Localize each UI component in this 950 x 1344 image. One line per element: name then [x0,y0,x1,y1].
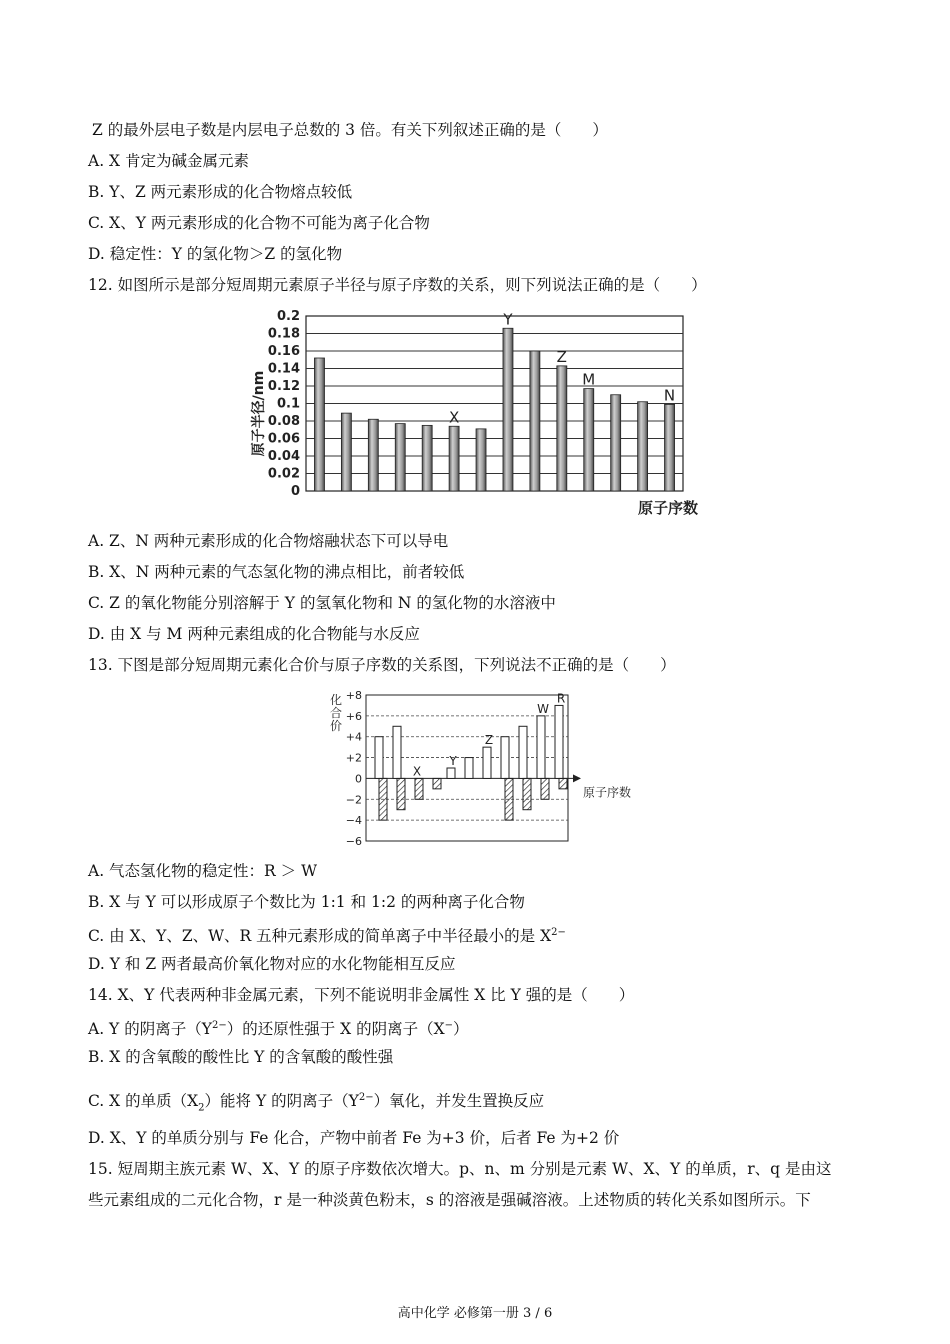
q12-option-c: C. Z 的氧化物能分别溶解于 Y 的氢氧化物和 N 的氢化物的水溶液中 [88,594,556,612]
q14-option-a [88,1016,469,1039]
bar-label: Z [556,347,567,366]
negative-bar [505,778,513,820]
q14-a-charge2: − [444,1020,454,1031]
y-tick-label: 0.18 [267,326,300,342]
bar-label: M [582,370,596,389]
y-tick-label: 0.2 [276,309,300,324]
q13-option-b: B. X 与 Y 可以形成原子个数比为 1:1 和 1:2 的两种离子化合物 [88,893,525,911]
q12-option-b: B. X、N 两种元素的气态氢化物的沸点相比，前者较低 [88,563,465,581]
negative-bar [397,778,405,809]
bar [611,395,621,491]
y-tick-label: 0.04 [267,449,300,464]
q12-stem: 12. 如图所示是部分短周期元素原子半径与原子序数的关系，则下列说法正确的是（ ） [88,276,707,294]
q14-c-part2: ）能将 Y 的阴离子（Y [204,1092,359,1111]
q12-option-d: D. 由 X 与 M 两种元素组成的化合物能与水反应 [88,625,420,643]
q11-stem-tail: Z 的最外层电子数是内层电子总数的 3 倍。有关下列叙述正确的是（ ） [92,121,608,139]
q14-stem: 14. X、Y 代表两种非金属元素，下列不能说明非金属性 X 比 Y 强的是（ ） [88,986,635,1004]
q12-option-a: A. Z、N 两种元素形成的化合物熔融状态下可以导电 [88,532,449,550]
positive-bar [483,747,491,778]
q13-stem: 13. 下图是部分短周期元素化合价与原子序数的关系图，下列说法不正确的是（ ） [88,656,676,674]
positive-bar [519,726,527,778]
bar-label: W [537,701,549,716]
bar [395,424,405,491]
negative-bar [433,778,441,788]
bar-label: N [663,386,676,405]
y-tick-label: 0.06 [267,431,300,447]
q11-option-a: A. X 肯定为碱金属元素 [88,152,250,170]
q13-option-c-charge: 2− [551,927,566,938]
positive-bar [375,737,383,779]
q14-c-part3: ）氧化，并发生置换反应 [373,1092,545,1111]
y-tick-label: 0.12 [267,379,300,394]
y-tick-label: −2 [345,793,362,807]
bar-label: X [412,764,422,779]
bar [368,419,378,491]
q14-c-charge: 2− [358,1092,374,1103]
bar [476,429,486,491]
q14-option-d: D. X、Y 的单质分别与 Fe 化合，产物中前者 Fe 为+3 价，后者 Fe 为+2 价 [88,1129,620,1147]
y-tick-label: 0.14 [267,361,300,377]
q11-option-d: D. 稳定性：Y 的氢化物＞Z 的氢化物 [88,245,343,263]
q15-stem-line1: 15. 短周期主族元素 W、X、Y 的原子序数依次增大。p、n、m 分别是元素 W、X、Y 的单质，r、q 是由这 [88,1160,832,1178]
bar [557,366,567,491]
y-tick-label: +2 [345,751,362,765]
bar-label: Y [503,310,513,329]
y-tick-label: −4 [345,814,362,828]
positive-bar [447,768,455,778]
q14-c-subscript: 2 [198,1102,205,1114]
y-axis-label-char: 化 [329,693,343,707]
bar [665,404,675,491]
q13-option-c [88,923,566,946]
negative-bar [415,778,423,799]
positive-bar [537,716,545,779]
bar-label: R [556,691,566,706]
bar [638,402,648,491]
q14-option-b: B. X 的含氧酸的酸性比 Y 的含氧酸的酸性强 [88,1048,394,1066]
x-axis-label: 原子序数 [583,785,632,800]
q13-option-a: A. 气态氢化物的稳定性：R ＞ W [88,862,318,880]
valence-chart [326,688,636,848]
y-axis-label-char: 价 [329,719,343,733]
y-tick-label: −6 [345,835,362,848]
y-tick-label: +6 [345,709,362,723]
negative-bar [541,778,549,799]
y-axis-label-char: 合 [329,706,343,720]
bar [530,351,540,491]
y-tick-label: 0.16 [267,344,300,359]
positive-bar [555,705,563,778]
negative-bar [379,778,387,820]
y-tick-label: 0.02 [267,466,300,482]
y-tick-label: 0 [355,772,362,786]
positive-bar [465,758,473,779]
positive-bar [393,726,401,778]
y-tick-label: 0 [290,484,300,499]
q11-option-b: B. Y、Z 两元素形成的化合物熔点较低 [88,183,353,201]
q14-a-part3: ） [453,1020,469,1039]
y-tick-label: 0.1 [276,396,300,412]
q14-c-part1: C. X 的单质（X [88,1092,199,1111]
y-tick-label: +4 [345,730,362,744]
y-tick-label: 0.08 [267,414,300,429]
q13-option-d: D. Y 和 Z 两者最高价氧化物对应的水化物能相互反应 [88,955,456,973]
bar [422,425,432,491]
negative-bar [523,778,531,809]
bar-label: X [448,408,460,427]
bar-label: Y [449,754,457,768]
positive-bar [501,737,509,779]
y-axis-label: 原子半径/nm [251,370,267,457]
q14-a-part1: A. Y 的阴离子（Y [88,1020,212,1039]
q15-stem-line2: 些元素组成的二元化合物，r 是一种淡黄色粉末，s 的溶液是强碱溶液。上述物质的转化关系如图所示。下 [88,1191,811,1209]
q13-option-c-text: C. 由 X、Y、Z、W、R 五种元素形成的简单离子中半径最小的是 X [88,927,552,946]
negative-bar [559,778,567,788]
bar [449,426,459,491]
q14-a-part2: ）的还原性强于 X 的阴离子（X [226,1020,445,1039]
bar [503,328,513,491]
bar [341,413,351,491]
q14-option-c [88,1088,544,1118]
page-footer: 高中化学 必修第一册 3 / 6 [397,1306,553,1321]
q11-option-c: C. X、Y 两元素形成的化合物不可能为离子化合物 [88,214,430,232]
bar [584,389,594,491]
bar-label: Z [484,733,494,748]
atomic-radius-chart [243,308,713,520]
q14-a-charge1: 2− [211,1020,227,1031]
y-tick-label: +8 [345,689,362,702]
bar [314,358,324,491]
x-axis-label: 原子序数 [637,499,698,517]
